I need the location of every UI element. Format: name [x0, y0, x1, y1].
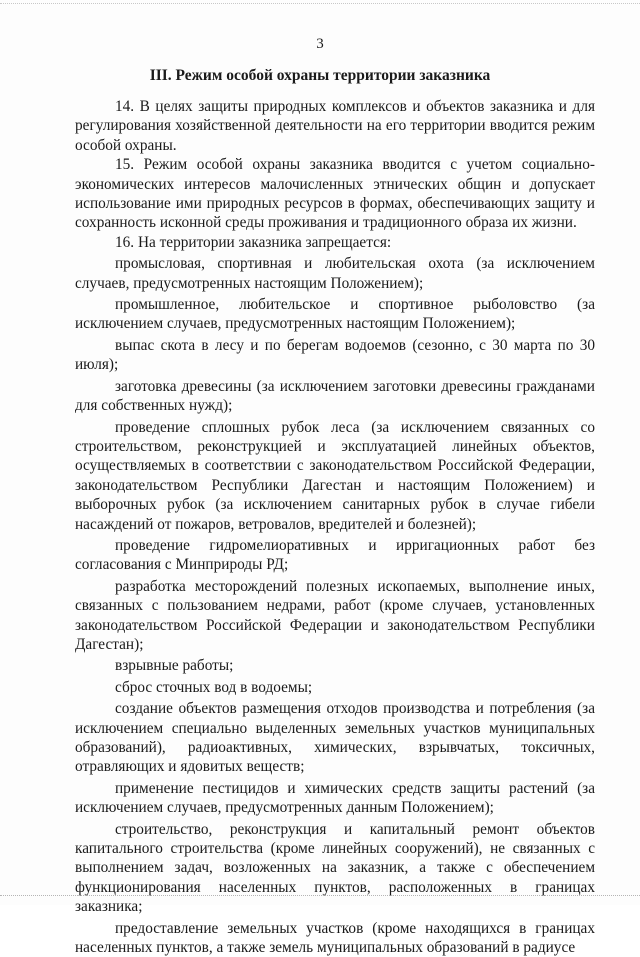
document-body: [75, 97, 595, 957]
list-item: выпас скота в лесу и по берегам водоемов (сезонно, с 30 марта по 30 июля);: [75, 336, 595, 374]
list-item: заготовка древесины (за исключением заготовки древесины гражданами для собственных нужд);: [75, 377, 595, 415]
page-number: 3: [316, 36, 324, 52]
list-item: строительство, реконструкция и капитальный ремонт объектов капитального строительства (кроме линейных сооружений), не связанных с выполнением задач, возложенных на заказник, а также с обеспечением функционирования населенных пунктов, расположенных в границах заказника;: [75, 820, 595, 916]
paragraph-14: 14. В целях защиты природных комплексов и объектов заказника и для регулирования хозяйственной деятельности на его территории вводится режим особой охраны.: [75, 98, 595, 154]
list-item: взрывные работы;: [115, 657, 234, 675]
list-item: сброс сточных вод в водоемы;: [115, 678, 313, 696]
scan-edge-top: [0, 3, 640, 5]
list-item: промышленное, любительское и спортивное рыболовство (за исключением случаев, предусмотренных настоящим Положением);: [75, 296, 595, 333]
list-item: разработка месторождений полезных ископаемых, выполнение иных, связанных с пользованием недрами, работ (кроме случаев, установленных законодательством Российской Федерации и законодательством Республики Дагестан);: [75, 577, 595, 653]
list-item: применение пестицидов и химических средств защиты растений (за исключением случаев, предусмотренных данным Положением);: [75, 779, 595, 817]
list-item: предоставление земельных участков (кроме находящихся в границах населенных пунктов, а также земель муниципальных образований в радиусе: [75, 919, 595, 957]
paragraph-16: 16. На территории заказника запрещается:: [115, 233, 392, 251]
list-item: проведение гидромелиоративных и ирригационных работ без согласования с Минприроды РД;: [75, 536, 595, 574]
scan-edge-bottom: [0, 895, 640, 897]
list-item: промысловая, спортивная и любительская охота (за исключением случаев, предусмотренных настоящим Положением);: [75, 255, 595, 292]
list-item: создание объектов размещения отходов производства и потребления (за исключением специально выделенных земельных участков муниципальных образований), радиоактивных, химических, взрывчатых, токсичных, отравляющих и ядовитых веществ;: [75, 700, 595, 776]
list-item: проведение сплошных рубок леса (за исключением связанных со строительством, реконструкцией и эксплуатацией линейных объектов, осуществляемых в соответствии с законодательством Российской Федерации, законодательством Республики Дагестан и настоящим Положением) и выборочных рубок (за исключением санитарных рубок в случае гибели насаждений от пожаров, ветровалов, вредителей и болезней);: [75, 418, 595, 533]
paragraph-15: 15. Режим особой охраны заказника вводится с учетом социально-экономических интересов малочисленных этнических общин и допускает использование ими природных ресурсов в формах, обеспечивающих защиту и сохранность исконной среды проживания и традиционного образа их жизни.: [75, 156, 595, 232]
section-title: III. Режим особой охраны территории заказника: [149, 67, 491, 84]
